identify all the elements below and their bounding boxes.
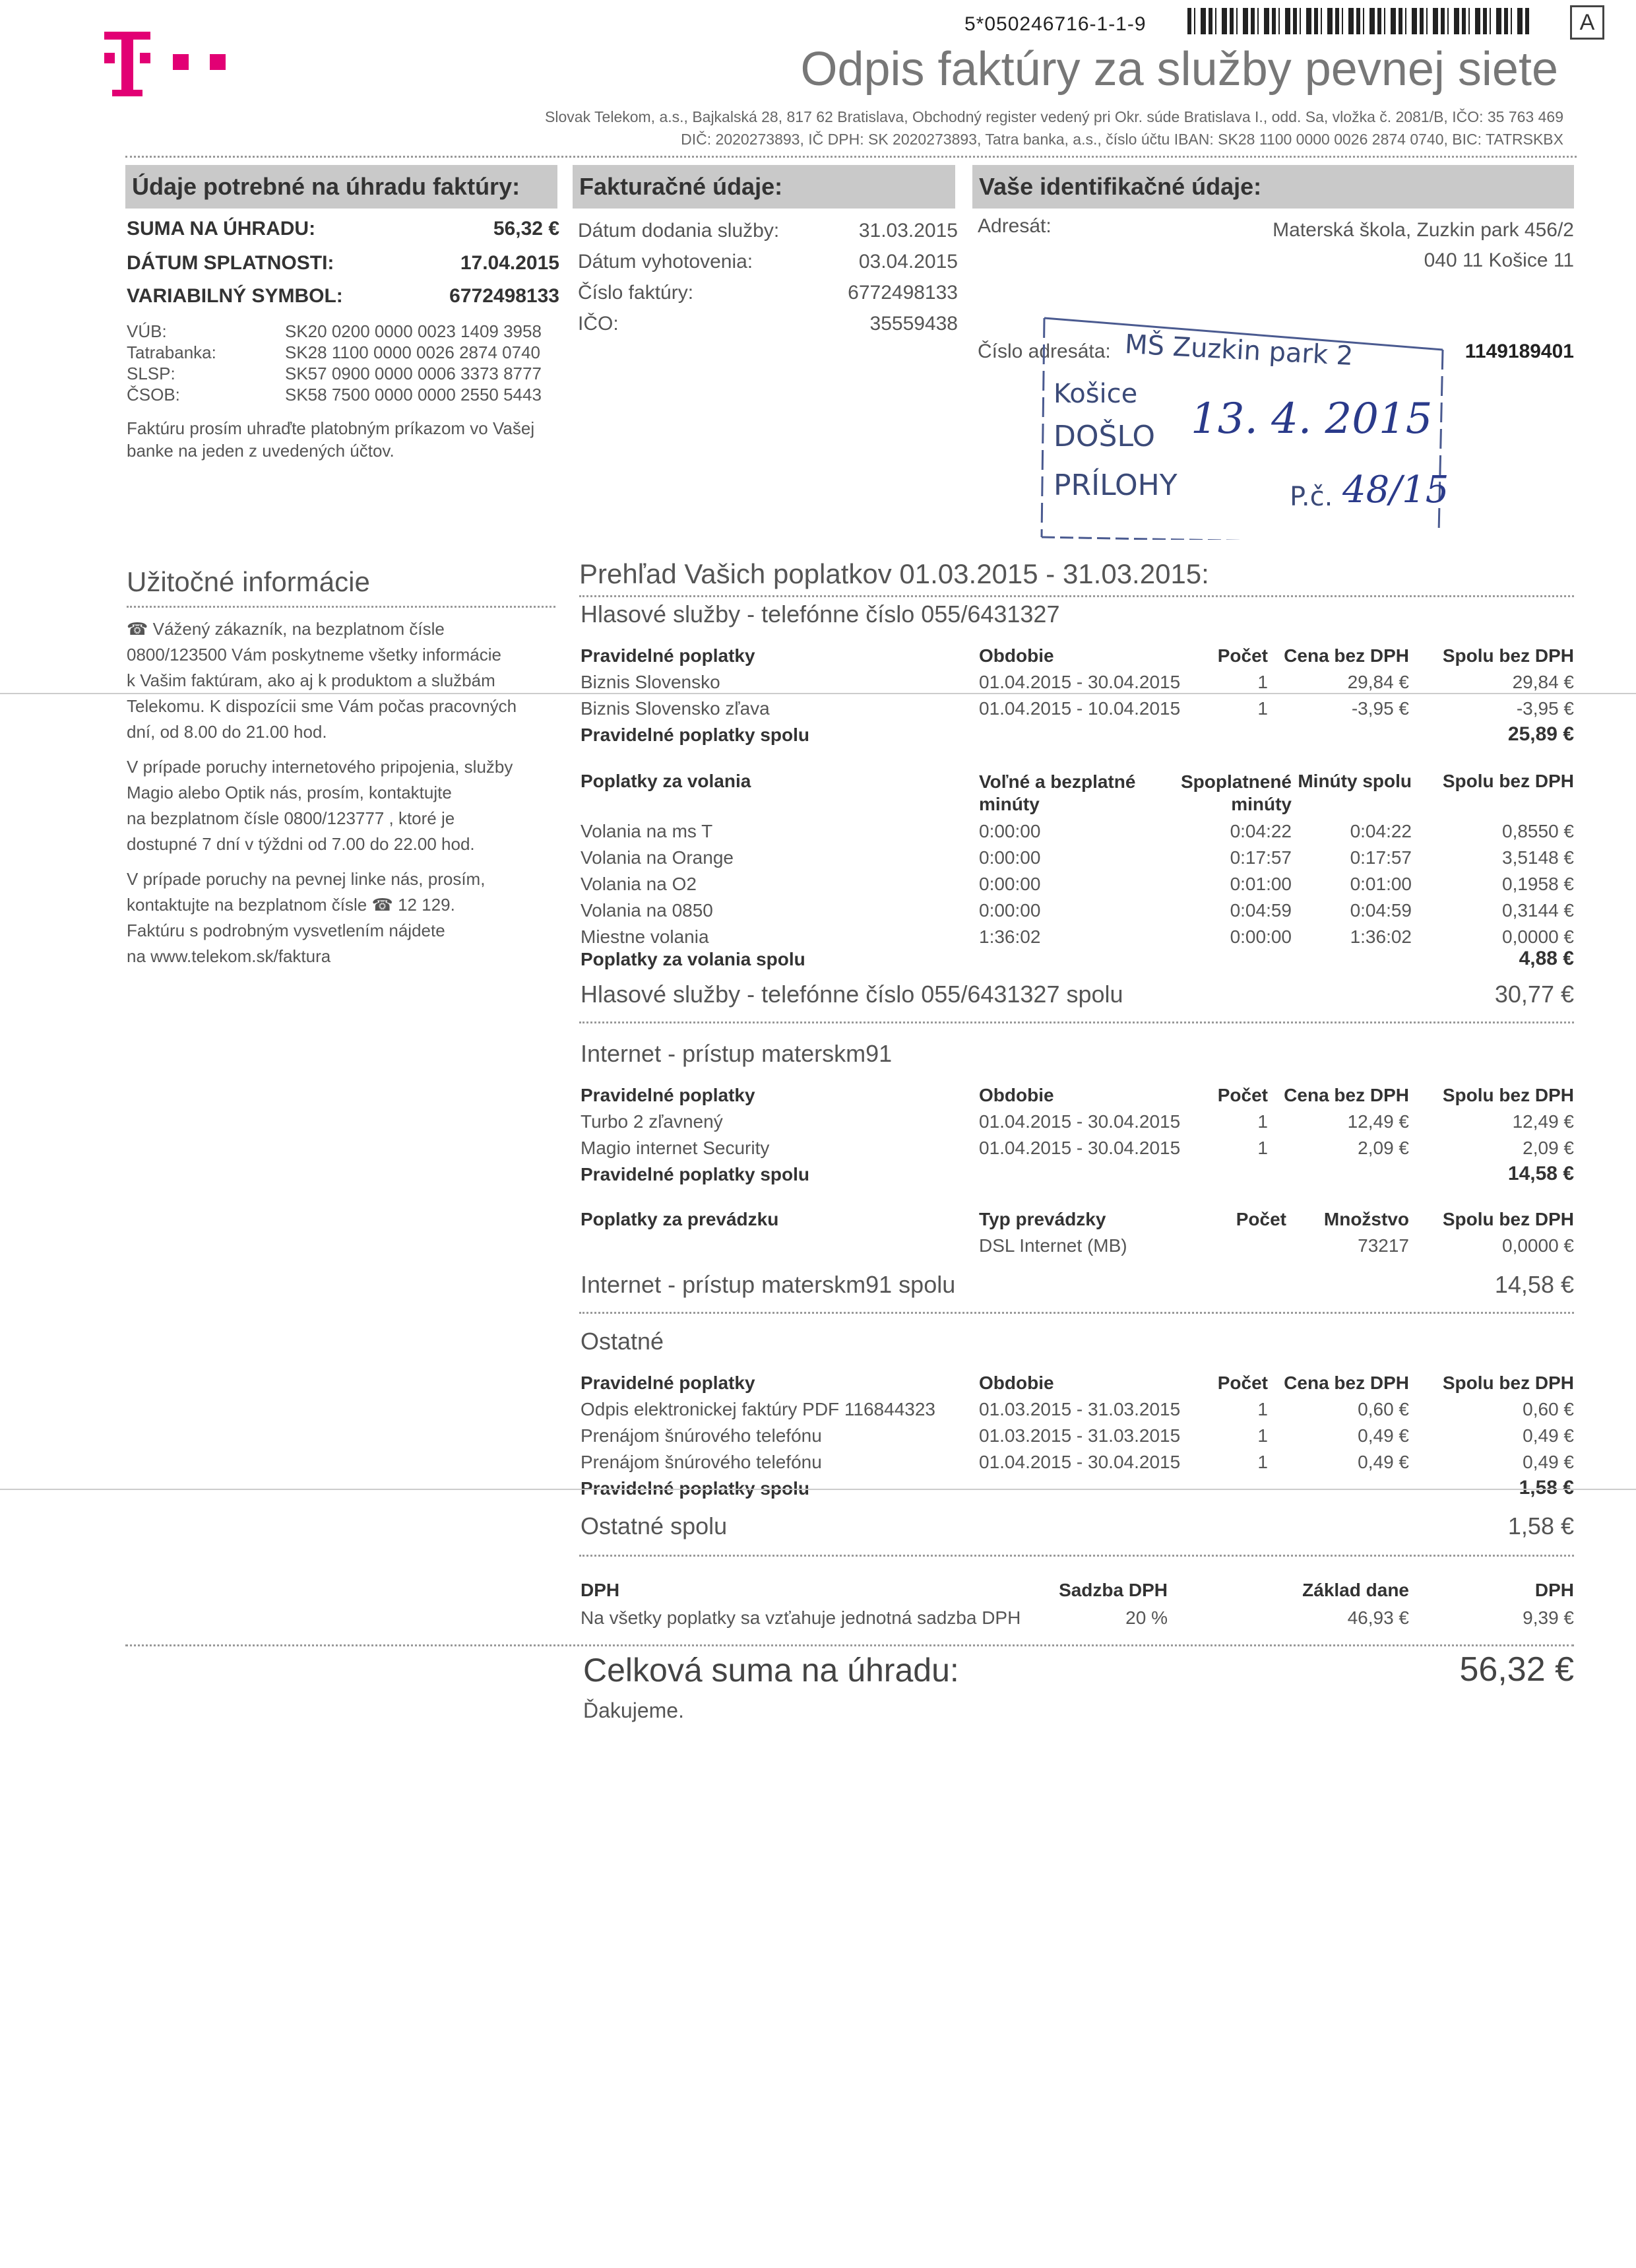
- line-item-total: 29,84 €: [1512, 672, 1574, 692]
- bank-iban: SK58 7500 0000 0000 2550 5443: [285, 385, 542, 405]
- line-item-total: 0,60 €: [1523, 1399, 1574, 1419]
- line-item-price: 29,84 €: [1347, 672, 1409, 692]
- internet-divider: [579, 1312, 1574, 1314]
- invoice-row: [578, 215, 960, 246]
- col-period: Obdobie: [979, 1085, 1054, 1105]
- stamp-line-3: DOŠLO: [1054, 420, 1156, 453]
- thanks-text: Ďakujeme.: [583, 1699, 684, 1722]
- vat-value: 9,39 €: [1523, 1607, 1574, 1628]
- other-divider: [579, 1555, 1574, 1557]
- info-line: V prípade poruchy na pevnej linke nás, prosím,: [127, 869, 486, 889]
- vs-label: VARIABILNÝ SYMBOL:: [127, 285, 343, 307]
- line-item-period: 01.04.2015 - 30.04.2015: [979, 672, 1181, 692]
- call-paid: 0:01:00: [1230, 874, 1292, 894]
- info-line: dní, od 8.00 do 21.00 hod.: [127, 722, 327, 742]
- grand-total-label: Celková suma na úhradu:: [583, 1652, 959, 1689]
- header-divider: [125, 156, 1577, 158]
- bank-iban: SK28 1100 0000 0026 2874 0740: [285, 342, 540, 362]
- company-line-1: Slovak Telekom, a.s., Bajkalská 28, 817 62 Bratislava, Obchodný register vedený pri Okr. súde Bratislava I., odd. Sa, vložka č. 2081/B, IČO: 35 763 469: [545, 108, 1563, 125]
- calls-free: [979, 818, 1040, 950]
- due-label: DÁTUM SPLATNOSTI:: [127, 252, 334, 274]
- total-divider: [125, 1644, 1574, 1646]
- voice-sum-value: 30,77 €: [1494, 981, 1574, 1008]
- info-line: Faktúru s podrobným vysvetlením nájdete: [127, 921, 445, 940]
- logo-dot-1: [173, 54, 189, 70]
- invoice-value: 35559438: [869, 313, 958, 335]
- bank-row: [127, 321, 542, 342]
- document-code: 5*050246716-1-1-9: [964, 13, 1147, 35]
- grand-total-value: 56,32 €: [1459, 1650, 1574, 1689]
- call-minutes: 0:01:00: [1350, 874, 1412, 894]
- line-item-name: Magio internet Security: [581, 1138, 770, 1158]
- call-minutes: 0:04:22: [1350, 821, 1412, 841]
- line-item-total: 2,09 €: [1523, 1138, 1574, 1158]
- document-title: Odpis faktúry za služby pevnej siete: [800, 43, 1558, 96]
- traffic-label: Poplatky za prevádzku: [581, 1209, 779, 1229]
- calls-minutes: [1293, 818, 1412, 950]
- regular-sum-value: 14,58 €: [1507, 1163, 1574, 1184]
- stamp-line-5: P.č.: [1290, 482, 1333, 512]
- line-item-period: 01.04.2015 - 30.04.2015: [979, 1452, 1181, 1472]
- line-item-count: 1: [1257, 1138, 1268, 1158]
- line-item-period: 01.04.2015 - 30.04.2015: [979, 1111, 1181, 1132]
- info-divider: [127, 606, 555, 608]
- invoice-value: 6772498133: [848, 282, 958, 304]
- call-total: 3,5148 €: [1502, 847, 1574, 868]
- receipt-stamp: [1039, 315, 1448, 540]
- phone-icon: ☎: [371, 895, 398, 915]
- line-item-period: 01.03.2015 - 31.03.2015: [979, 1425, 1181, 1446]
- info-line: ☎ Vážený zákazník, na bezplatnom čísle: [127, 619, 445, 639]
- line-item-price: 0,49 €: [1358, 1425, 1409, 1446]
- telekom-t-icon: [84, 26, 157, 99]
- addressee-label: Adresát:: [978, 215, 1052, 237]
- call-minutes: 1:36:02: [1350, 926, 1412, 947]
- line-item-total: 12,49 €: [1512, 1111, 1574, 1132]
- line-item-period: 01.03.2015 - 31.03.2015: [979, 1399, 1181, 1419]
- call-total: 0,8550 €: [1502, 821, 1574, 841]
- call-name: Volania na O2: [581, 874, 697, 894]
- line-item-count: 1: [1257, 1452, 1268, 1472]
- fold-line-top: [0, 693, 1636, 694]
- call-name: Volania na ms T: [581, 821, 713, 841]
- voice-divider: [579, 1021, 1574, 1023]
- bank-name: ČSOB:: [127, 385, 180, 405]
- col-price: Cena bez DPH: [1284, 645, 1409, 666]
- line-item-price: 12,49 €: [1347, 1111, 1409, 1132]
- line-item-count: 1: [1257, 1425, 1268, 1446]
- line-item-price: 2,09 €: [1358, 1138, 1409, 1158]
- vat-col-rate: Sadzba DPH: [1059, 1580, 1168, 1600]
- call-paid: 0:04:22: [1230, 821, 1292, 841]
- info-text: [127, 616, 549, 969]
- info-line: kontaktujte na bezplatnom čísle ☎ 12 129.: [127, 895, 455, 915]
- handwritten-date: 13. 4. 2015: [1191, 395, 1433, 443]
- addressee-line-1: Materská škola, Zuzkin park 456/2: [1273, 219, 1574, 241]
- line-item-total: 0,49 €: [1523, 1452, 1574, 1472]
- line-item-count: 1: [1257, 1111, 1268, 1132]
- line-item-count: 1: [1257, 698, 1268, 719]
- col-calls-total: Spolu bez DPH: [1442, 771, 1574, 791]
- vat-col-dph: DPH: [581, 1580, 620, 1600]
- call-total: 0,0000 €: [1502, 926, 1574, 947]
- info-line: Magio alebo Optik nás, prosím, kontaktujte: [127, 783, 452, 802]
- calls-label: Poplatky za volania: [581, 771, 751, 791]
- invoice-data: [578, 215, 960, 339]
- col-traffic-type: Typ prevádzky: [979, 1209, 1106, 1229]
- info-line: 0800/123500 Vám poskytneme všetky informácie: [127, 645, 501, 664]
- other-title: Ostatné: [581, 1328, 664, 1355]
- line-item-total: 0,49 €: [1523, 1425, 1574, 1446]
- line-item-price: 0,49 €: [1358, 1452, 1409, 1472]
- overview-title: Prehľad Vašich poplatkov 01.03.2015 - 31.03.2015:: [579, 558, 1209, 589]
- line-item-price: -3,95 €: [1351, 698, 1409, 719]
- phone-icon: ☎: [127, 619, 153, 639]
- bank-list: [127, 321, 542, 405]
- fold-line-bottom: [0, 1489, 1636, 1490]
- line-item-price: 0,60 €: [1358, 1399, 1409, 1419]
- col-traffic-total: Spolu bez DPH: [1442, 1209, 1574, 1229]
- info-line: k Vašim faktúram, ako aj k produktom a službám: [127, 670, 495, 690]
- col-period: Obdobie: [979, 1373, 1054, 1393]
- bank-row: [127, 363, 542, 384]
- payment-note: [127, 417, 534, 462]
- info-line: na www.telekom.sk/faktura: [127, 946, 331, 966]
- payment-heading: Údaje potrebné na úhradu faktúry:: [125, 165, 557, 209]
- telekom-logo: [84, 26, 157, 99]
- call-free: 1:36:02: [979, 926, 1041, 947]
- line-item-total: -3,95 €: [1516, 698, 1574, 719]
- info-line: na bezplatnom čísle 0800/123777 , ktoré je: [127, 808, 455, 828]
- call-free: 0:00:00: [979, 874, 1041, 894]
- payment-note-line: banke na jeden z uvedených účtov.: [127, 441, 394, 461]
- line-item-name: Prenájom šnúrového telefónu: [581, 1452, 822, 1472]
- line-item-name: Odpis elektronickej faktúry PDF 116844323: [581, 1399, 935, 1419]
- addressee-number-value: 1149189401: [1464, 340, 1574, 362]
- line-item-period: 01.04.2015 - 10.04.2015: [979, 698, 1181, 719]
- invoice-value: 31.03.2015: [858, 220, 958, 242]
- regular-sum-label: Pravidelné poplatky spolu: [581, 725, 809, 745]
- line-item-period: 01.04.2015 - 30.04.2015: [979, 1138, 1181, 1158]
- col-regular: Pravidelné poplatky: [581, 1085, 755, 1105]
- bank-iban: SK20 0200 0000 0023 1409 3958: [285, 321, 542, 341]
- col-price: Cena bez DPH: [1284, 1373, 1409, 1393]
- company-info: [545, 106, 1563, 150]
- calls-paid: [1161, 818, 1292, 950]
- col-period: Obdobie: [979, 645, 1054, 666]
- bank-name: VÚB:: [127, 321, 167, 341]
- col-count: Počet: [1217, 1373, 1268, 1393]
- invoice-label: Číslo faktúry:: [578, 282, 694, 304]
- call-paid: 0:00:00: [1230, 926, 1292, 947]
- traffic-total: 0,0000 €: [1502, 1235, 1574, 1256]
- call-paid: 0:04:59: [1230, 900, 1292, 921]
- handwritten-number: 48/15: [1342, 469, 1449, 511]
- stamp-line-4: PRÍLOHY: [1054, 469, 1178, 502]
- col-total: Spolu bez DPH: [1442, 1085, 1574, 1105]
- col-regular: Pravidelné poplatky: [581, 645, 755, 666]
- calls-sum-value: 4,88 €: [1519, 948, 1574, 969]
- due-value: 17.04.2015: [460, 252, 559, 274]
- line-item-count: 1: [1257, 1399, 1268, 1419]
- col-traffic-count: Počet: [1236, 1209, 1286, 1229]
- col-paid-minutes: Spoplatnené minúty: [1180, 771, 1292, 814]
- bank-row: [127, 384, 542, 405]
- regular-sum-label: Pravidelné poplatky spolu: [581, 1478, 809, 1499]
- call-free: 0:00:00: [979, 847, 1041, 868]
- bank-row: [127, 342, 542, 363]
- vat-base: 46,93 €: [1347, 1607, 1409, 1628]
- payment-note-line: Faktúru prosím uhraďte platobným príkazom vo Vašej: [127, 418, 535, 438]
- vat-note: Na všetky poplatky sa vzťahuje jednotná sadzba DPH: [581, 1607, 1021, 1628]
- internet-sum-value: 14,58 €: [1494, 1271, 1574, 1298]
- col-total: Spolu bez DPH: [1442, 1373, 1574, 1393]
- addressee-number-label: Číslo adresáta:: [978, 340, 1111, 362]
- voice-title: Hlasové služby - telefónne číslo 055/6431327: [581, 600, 1060, 628]
- invoice-heading: Fakturačné údaje:: [573, 165, 955, 209]
- logo-dot-2: [210, 54, 226, 70]
- col-traffic-amount: Množstvo: [1323, 1209, 1409, 1229]
- bank-name: Tatrabanka:: [127, 342, 216, 362]
- info-line: Telekomu. K dispozícii sme Vám počas pracovných: [127, 696, 517, 716]
- line-item-name: Prenájom šnúrového telefónu: [581, 1425, 822, 1446]
- calls-sum-label: Poplatky za volania spolu: [581, 949, 805, 969]
- info-line: dostupné 7 dní v týždni od 7.00 do 22.00 hod.: [127, 834, 475, 854]
- stamp-line-1: MŠ Zuzkin park 2: [1124, 329, 1354, 372]
- line-item-name: Biznis Slovensko: [581, 672, 720, 692]
- bank-iban: SK57 0900 0000 0006 3373 8777: [285, 364, 542, 383]
- col-minutes-total: Minúty spolu: [1298, 771, 1412, 791]
- bank-name: SLSP:: [127, 364, 175, 383]
- vat-rate: 20 %: [1125, 1607, 1168, 1628]
- col-regular: Pravidelné poplatky: [581, 1373, 755, 1393]
- barcode: [1187, 8, 1530, 34]
- ident-heading: Vaše identifikačné údaje:: [972, 165, 1574, 209]
- other-sum-label: Ostatné spolu: [581, 1512, 728, 1539]
- sum-label: SUMA NA ÚHRADU:: [127, 218, 316, 240]
- call-name: Miestne volania: [581, 926, 709, 947]
- internet-sum-label: Internet - prístup materskm91 spolu: [581, 1271, 956, 1298]
- invoice-label: Dátum vyhotovenia:: [578, 251, 753, 273]
- call-name: Volania na 0850: [581, 900, 713, 921]
- col-count: Počet: [1217, 1085, 1268, 1105]
- vat-col-vat: DPH: [1534, 1580, 1574, 1600]
- call-free: 0:00:00: [979, 900, 1041, 921]
- col-count: Počet: [1217, 645, 1268, 666]
- line-item-name: Biznis Slovensko zľava: [581, 698, 770, 719]
- company-line-2: DIČ: 2020273893, IČ DPH: SK 2020273893, Tatra banka, a.s., číslo účtu IBAN: SK28 1100 0000 0026 2874 0740, BIC: TATRSKBX: [681, 131, 1563, 148]
- voice-sum-label: Hlasové služby - telefónne číslo 055/6431327 spolu: [581, 981, 1123, 1008]
- call-name: Volania na Orange: [581, 847, 734, 868]
- invoice-row: [578, 246, 960, 277]
- sum-value: 56,32 €: [493, 218, 559, 240]
- overview-divider: [579, 595, 1574, 597]
- col-price: Cena bez DPH: [1284, 1085, 1409, 1105]
- traffic-type: DSL Internet (MB): [979, 1235, 1127, 1256]
- call-free: 0:00:00: [979, 821, 1041, 841]
- call-total: 0,1958 €: [1502, 874, 1574, 894]
- calls-totals: [1418, 818, 1574, 950]
- addressee-line-2: 040 11 Košice 11: [1424, 249, 1574, 271]
- col-free-minutes: Voľné a bezplatné minúty: [979, 771, 1136, 814]
- traffic-amount: 73217: [1358, 1235, 1409, 1256]
- regular-sum-value: 25,89 €: [1507, 723, 1574, 745]
- call-minutes: 0:17:57: [1350, 847, 1412, 868]
- regular-sum-value: 1,58 €: [1519, 1477, 1574, 1499]
- invoice-row: [578, 308, 960, 339]
- vs-value: 6772498133: [449, 285, 559, 307]
- col-total: Spolu bez DPH: [1442, 645, 1574, 666]
- info-title: Užitočné informácie: [127, 566, 370, 597]
- vat-col-base: Základ dane: [1302, 1580, 1409, 1600]
- invoice-row: [578, 277, 960, 308]
- internet-title: Internet - prístup materskm91: [581, 1040, 893, 1067]
- call-total: 0,3144 €: [1502, 900, 1574, 921]
- call-paid: 0:17:57: [1230, 847, 1292, 868]
- copy-letter-box: A: [1570, 5, 1604, 40]
- line-item-count: 1: [1257, 672, 1268, 692]
- invoice-label: Dátum dodania služby:: [578, 220, 780, 242]
- regular-sum-label: Pravidelné poplatky spolu: [581, 1164, 809, 1184]
- line-item-name: Turbo 2 zľavnený: [581, 1111, 723, 1132]
- info-line: V prípade poruchy internetového pripojenia, služby: [127, 757, 513, 777]
- calls-names: [581, 818, 734, 950]
- invoice-label: IČO:: [578, 313, 619, 335]
- call-minutes: 0:04:59: [1350, 900, 1412, 921]
- other-sum-value: 1,58 €: [1507, 1512, 1574, 1539]
- stamp-line-2: Košice: [1054, 379, 1138, 409]
- addressee-value: [1161, 215, 1574, 276]
- invoice-value: 03.04.2015: [858, 251, 958, 273]
